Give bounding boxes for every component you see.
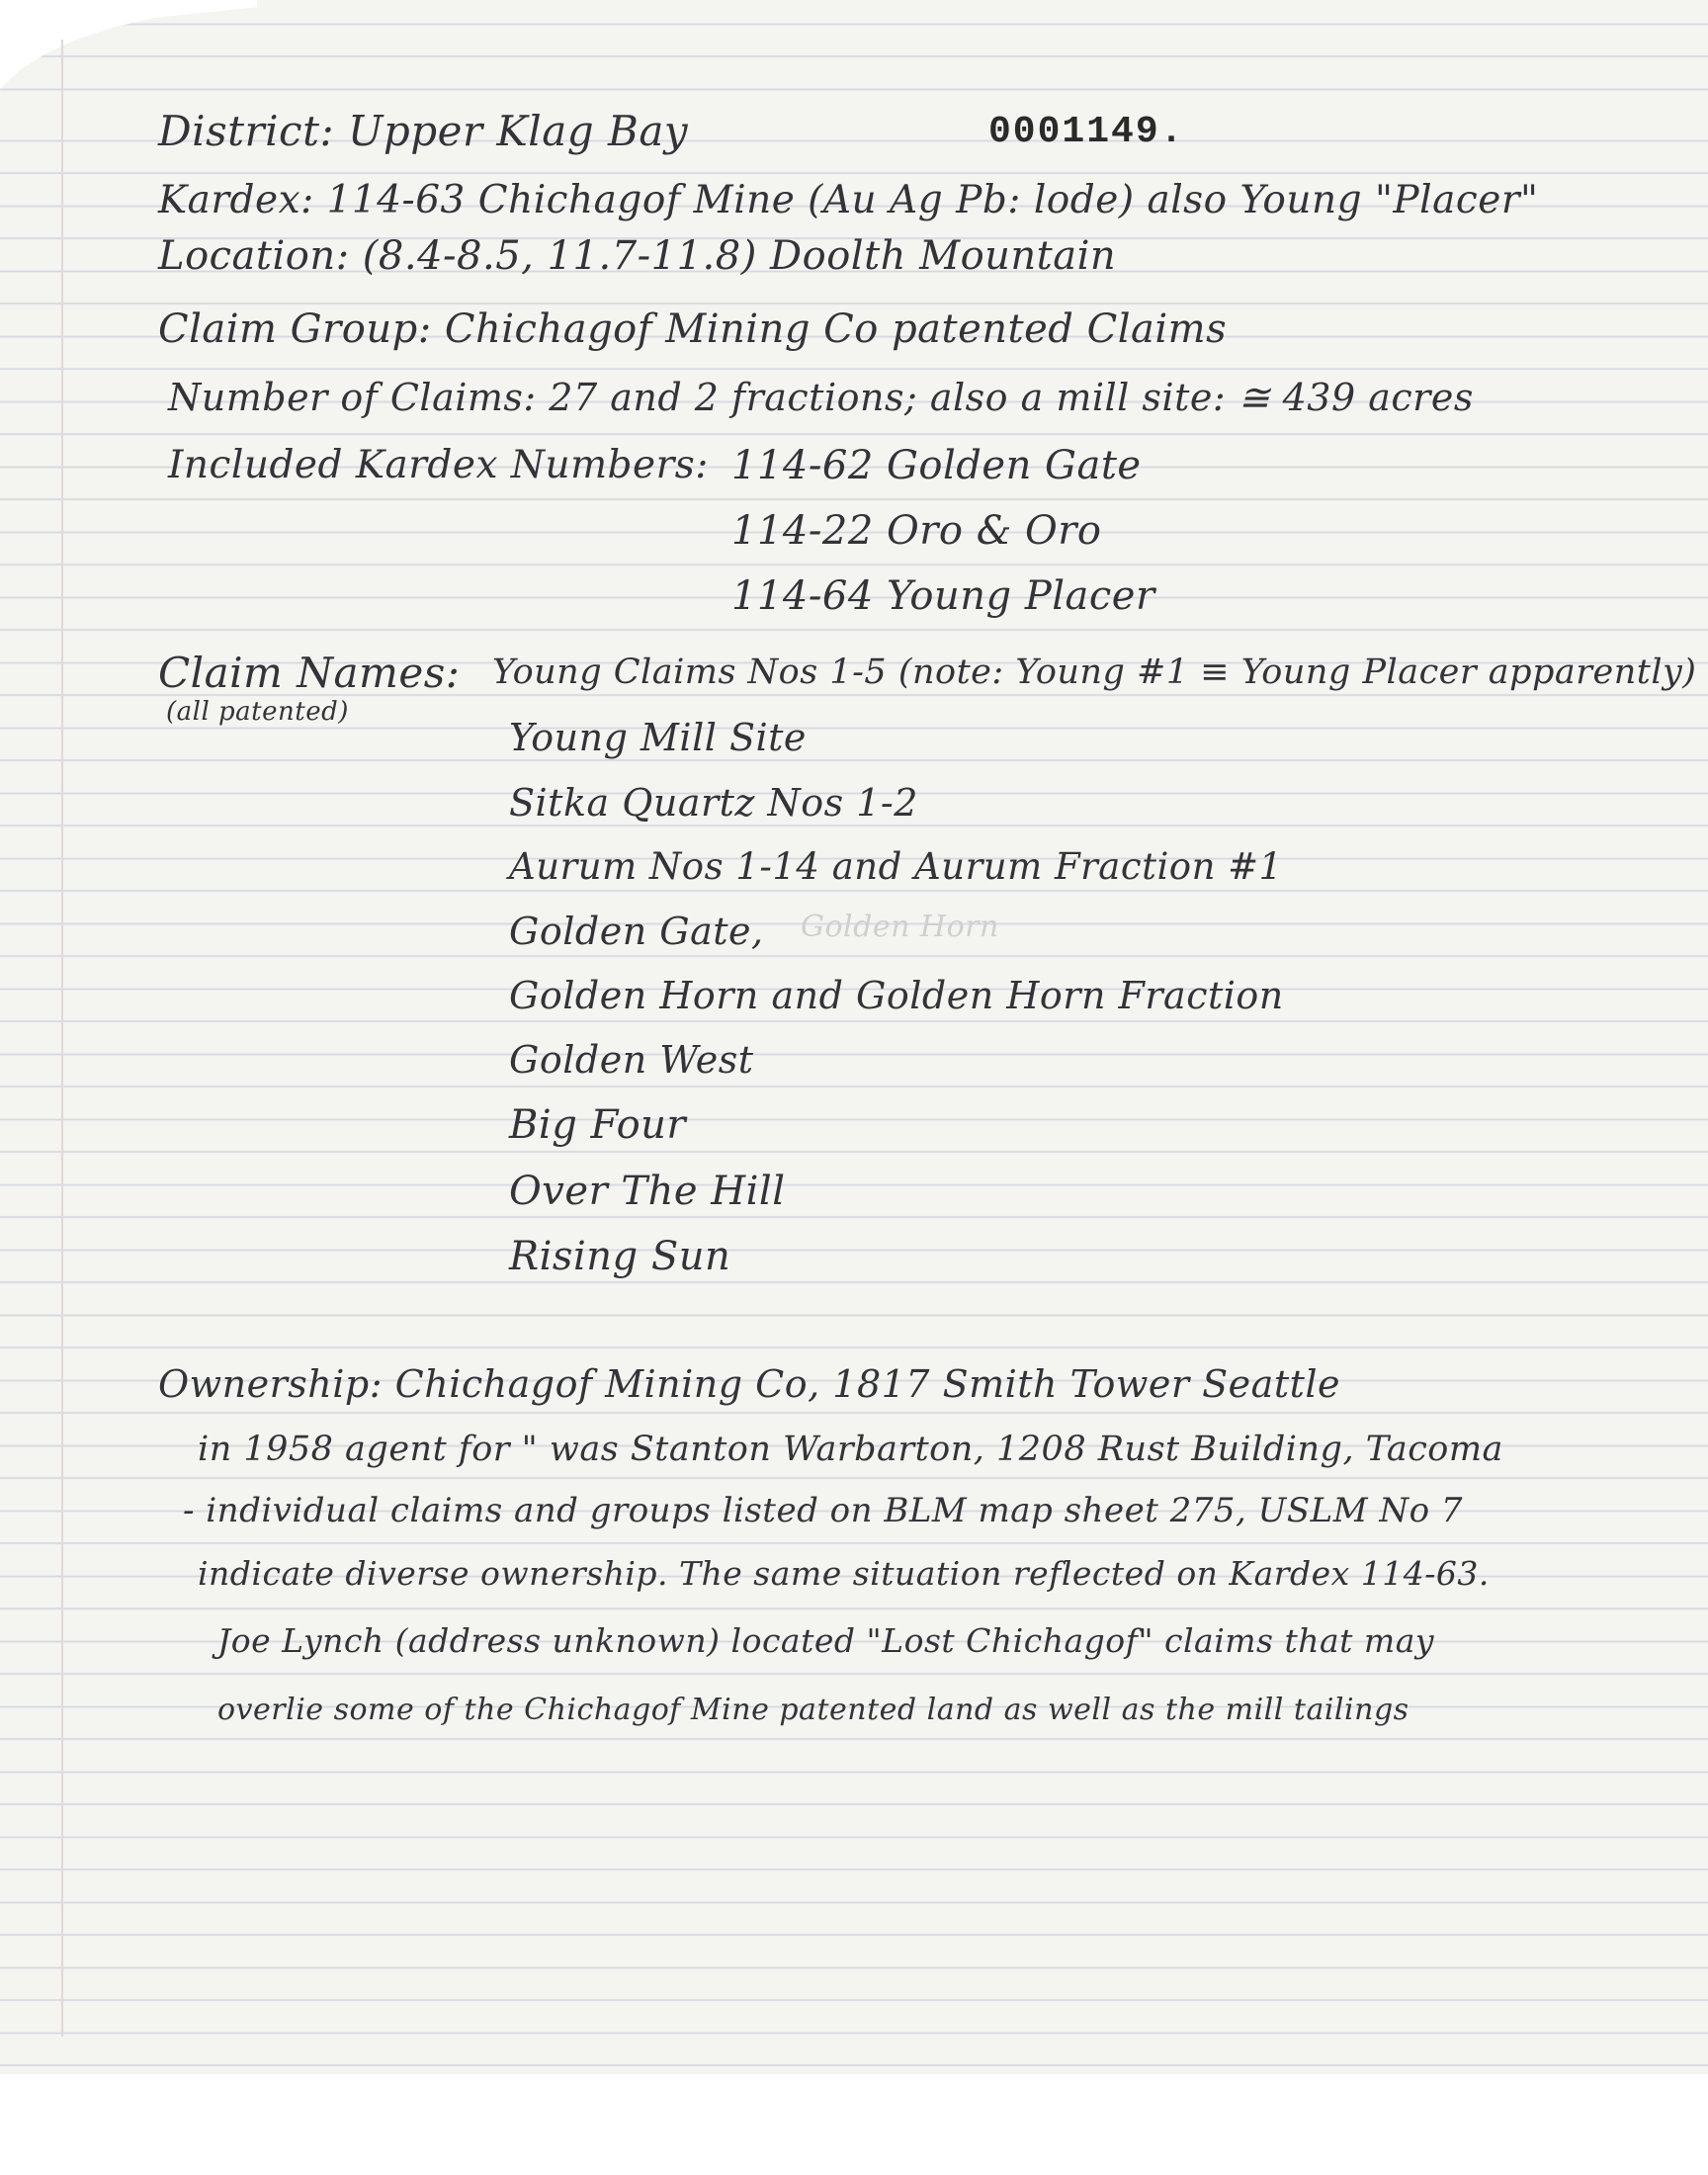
ownership-line: Joe Lynch (address unknown) located "Lost Chichagof" claims that may <box>217 1621 1435 1660</box>
number-of-claims-line: Number of Claims: 27 and 2 fractions; also a mill site: ≅ 439 acres <box>168 376 1474 419</box>
claim-name: Golden Horn and Golden Horn Fraction <box>509 974 1284 1017</box>
claim-name: Rising Sun <box>509 1234 731 1279</box>
scan-margin <box>0 2074 1708 2175</box>
claim-name: Golden Gate, <box>509 910 764 953</box>
district-line: District: Upper Klag Bay <box>158 107 689 155</box>
claim-name: Big Four <box>509 1102 687 1148</box>
claim-name: Over The Hill <box>509 1169 786 1214</box>
included-kardex-item: 114-62 Golden Gate <box>731 443 1142 488</box>
stamp-number: 0001149. <box>988 111 1185 153</box>
ownership-line: indicate diverse ownership. The same situation reflected on Kardex 114-63. <box>198 1554 1490 1593</box>
claim-name: Young Mill Site <box>509 716 807 759</box>
included-kardex-label: Included Kardex Numbers: <box>168 443 709 487</box>
ownership-line: - individual claims and groups listed on BLM map sheet 275, USLM No 7 <box>183 1491 1463 1530</box>
included-kardex-item: 114-22 Oro & Oro <box>731 508 1102 554</box>
claim-name: Young Claims Nos 1-5 (note: Young #1 ≡ Young Placer apparently) <box>492 652 1697 692</box>
claim-name: Aurum Nos 1-14 and Aurum Fraction #1 <box>509 845 1283 888</box>
included-kardex-item: 114-64 Young Placer <box>731 573 1155 619</box>
location-line: Location: (8.4-8.5, 11.7-11.8) Doolth Mountain <box>158 233 1117 279</box>
claim-name: Sitka Quartz Nos 1-2 <box>509 781 918 825</box>
claim-names-label: Claim Names: <box>158 649 461 697</box>
claim-name: Golden West <box>509 1038 754 1082</box>
ownership-line: overlie some of the Chichagof Mine patented land as well as the mill tailings <box>217 1693 1409 1727</box>
torn-corner <box>0 0 257 89</box>
claim-names-sublabel: (all patented) <box>166 697 349 727</box>
margin-line <box>61 40 63 2037</box>
struck-claim-name: Golden Horn <box>801 910 999 944</box>
kardex-line: Kardex: 114-63 Chichagof Mine (Au Ag Pb: lode) also Young "Placer" <box>158 178 1539 222</box>
ownership-line: in 1958 agent for " was Stanton Warbarton, 1208 Rust Building, Tacoma <box>198 1430 1503 1469</box>
ownership-line: Ownership: Chichagof Mining Co, 1817 Smith Tower Seattle <box>158 1362 1340 1406</box>
claim-group-line: Claim Group: Chichagof Mining Co patented Claims <box>158 306 1228 352</box>
